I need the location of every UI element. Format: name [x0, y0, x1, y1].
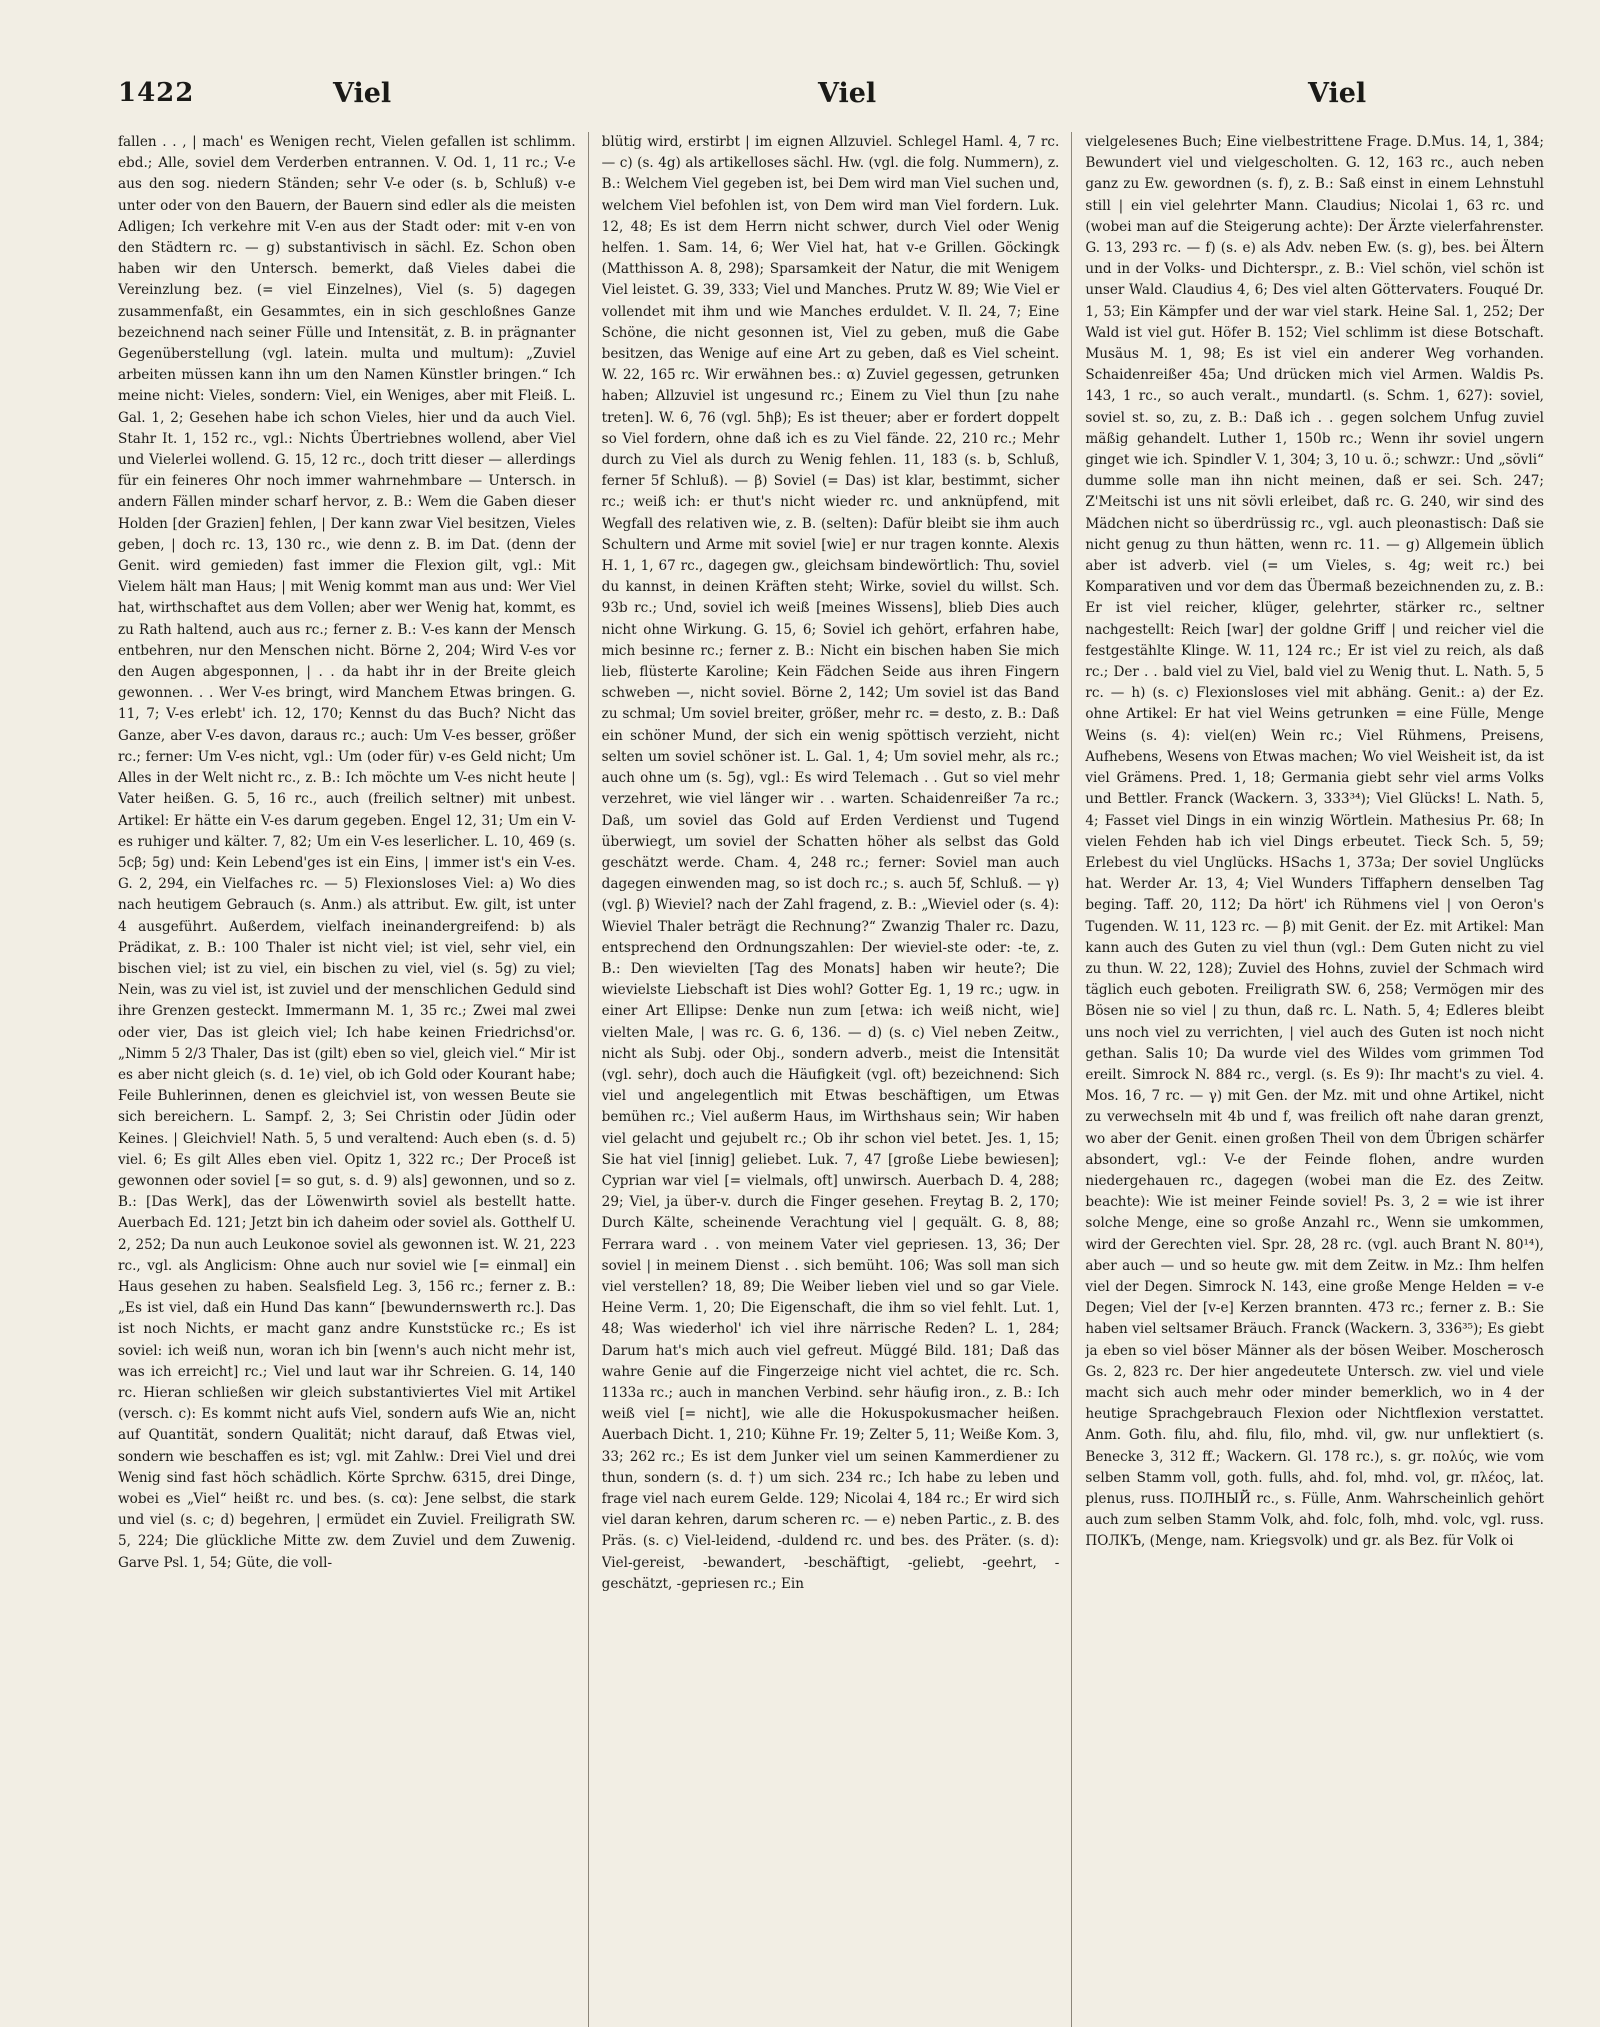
running-head-right: Viel — [1308, 78, 1367, 109]
column-1 — [118, 132, 589, 2027]
page-number: 1422 — [118, 78, 195, 108]
running-head-left: Viel — [333, 78, 392, 109]
column-2 — [602, 132, 1073, 2027]
column-2-text: blütig wird, erstirbt | im eignen Allzuviel. Schlegel Haml. 4, 7 rc. — c) (s. 4g) als artikelloses sächl. Hw. (vgl. die folg. Nummern), z. B.: Welchem Viel gegeben ist, bei Dem wird man Viel suchen und, welchem Viel befohlen ist, von Dem wird man Viel fordern. Luk. 12, 48; Es ist dem Herrn nicht schwer, durch Viel oder Wenig helfen. 1. Sam. 14, 6; Wer Viel hat, hat v-e Grillen. Göckingk (Matthisson A. 8, 298); Sparsamkeit der Natur, die mit Wenigem Viel leistet. G. 39, 333; Viel und Manches. Prutz W. 89; Wie Viel er vollendet mit ihm und wie Manches erduldet. V. Il. 24, 7; Eine Schöne, die nicht gesonnen ist, Viel zu geben, muß die Gabe besitzen, das Wenige auf eine Art zu geben, daß es Viel scheint. W. 22, 165 rc. Wir erwähnen bes.: α) Zuviel gegessen, getrunken haben; Allzuviel ist ungesund rc.; Einem zu Viel thun [zu nahe treten]. W. 6, 76 (vgl. 5hβ); Es ist theuer; aber er fordert doppelt so Viel fordern, ohne daß ich es zu Viel fände. 22, 210 rc.; Mehr durch zu Viel als durch zu Wenig fehlen. 11, 183 (s. b, Schluß, ferner 5f Schluß). — β) Soviel (= Das) ist klar, bestimmt, sicher rc.; weiß ich: er thut's nicht wieder rc. und anknüpfend, mit Wegfall des relativen wie, z. B. (selten): Dafür bleibt sie ihm auch Schultern und Arme mit soviel [wie] er nur tragen konnte. Alexis H. 1, 1, 67 rc., dagegen gw., gleichsam bindewörtlich: Thu, soviel du kannst, in deinen Kräften steht; Wirke, soviel du willst. Sch. 93b rc.; Und, soviel ich weiß [meines Wissens], blieb Dies auch nicht ohne Wirkung. G. 15, 6; Soviel ich gehört, erfahren habe, mich besinne rc.; ferner z. B.: Nicht ein bischen haben Sie mich lieb, flüsterte Karoline; Kein Fädchen Seide aus ihren Fingern schweben —, nicht soviel. Börne 2, 142; Um soviel ist das Band zu schmal; Um soviel breiter, größer, mehr rc. = desto, z. B.: Daß ein schöner Mund, der sich ein wenig spöttisch verzieht, nicht selten um soviel schöner ist. L. Gal. 1, 4; Um soviel mehr, als rc.; auch ohne um (s. 5g), vgl.: Es wird Telemach . . Gut so viel mehr verzehret, wie viel länger wir . . warten. Schaidenreißer 7a rc.; Daß, um soviel das Gold auf Erden Verdienst und Tugend überwiegt, um soviel der Schatten höher als selbst das Gold geschätzt werde. Cham. 4, 248 rc.; ferner: Soviel man auch dagegen einwenden mag, so ist doch rc.; s. auch 5f, Schluß. — γ) (vgl. β) Wieviel? nach der Zahl fragend, z. B.: „Wieviel oder (s. 4): Wieviel Thaler beträgt die Rechnung?“ Zwanzig Thaler rc. Dazu, entsprechend den Ordnungszahlen: Der wieviel-ste oder: -te, z. B.: Den wievielten [Tag des Monats] haben wir heute?; Die wievielste Liebschaft ist Dies wohl? Gotter Eg. 1, 19 rc.; ugw. in einer Art Ellipse: Denke nun zum [etwa: ich weiß nicht, wie] vielten Male, | was rc. G. 6, 136. — d) (s. c) Viel neben Zeitw., nicht als Subj. oder Obj., sondern adverb., meist die Intensität (vgl. sehr), doch auch die Häufigkeit (vgl. oft) bezeichnend: Sich viel und angelegentlich mit Etwas beschäftigen, um Etwas bemühen rc.; Viel außerm Haus, im Wirthshaus sein; Wir haben viel gelacht und gejubelt rc.; Ob ihr schon viel betet. Jes. 1, 15; Sie hat viel [innig] geliebet. Luk. 7, 47 [große Liebe bewiesen]; Cyprian war viel [= vielmals, oft] unwirsch. Auerbach D. 4, 288; 29; Viel, ja über-v. durch die Finger gesehen. Freytag B. 2, 170; Durch Kälte, scheinende Verachtung viel | gequält. G. 8, 88; Ferrara ward . . von meinem Vater viel gepriesen. 13, 36; Der soviel | in meinem Dienst . . sich bemüht. 106; Was soll man sich viel verstellen? 18, 89; Die Weiber lieben viel und so gar Viele. Heine Verm. 1, 20; Die Eigenschaft, die ihm so viel fehlt. Lut. 1, 48; Was wiederhol' ich viel ihre närrische Reden? L. 1, 284; Darum hat's mich auch viel gefreut. Müggé Bild. 181; Daß das wahre Genie auf die Fingerzeige nicht viel achtet, die rc. Sch. 1133a rc.; auch in manchen Verbind. sehr häufig iron., z. B.: Ich weiß viel [= nicht], wie alle die Hokuspokusmacher heißen. Auerbach Dicht. 1, 210; Kühne Fr. 19; Zelter 5, 11; Weiße Kom. 3, 33; 262 rc.; Es ist dem Junker viel um seinen Kammerdiener zu thun, sondern (s. d. †) um sich. 234 rc.; Ich habe zu leben und frage viel nach eurem Gelde. 129; Nicolai 4, 184 rc.; Er wird sich viel daran kehren, darum scheren rc. — e) neben Partic., z. B. des Präs. (s. c) Viel-leidend, -duldend rc. und bes. des Präter. (s. d): Viel-gereist, -bewandert, -beschäftigt, -geliebt, -geehrt, -geschätzt, -gepriesen rc.; Ein — [601, 134, 1060, 1592]
column-3 — [1085, 132, 1556, 2027]
column-1-text: fallen . . , | mach' es Wenigen recht, Vielen gefallen ist schlimm. ebd.; Alle, soviel dem Verderben entrannen. V. Od. 1, 11 rc.; V-e aus den sog. niedern Ständen; sehr V-e oder (s. b, Schluß) v-e unter oder von den Bauern, der Bauern sind edler als die meisten Adligen; Ich verkehre mit V-en aus der Stadt oder: mit v-en von den Städtern rc. — g) substantivisch in sächl. Ez. Schon oben haben wir den Untersch. bemerkt, daß Vieles dabei die Vereinzlung bez. (= viel Einzelnes), Viel (s. 5) dagegen zusammenfaßt, ein Gesammtes, ein in sich geschloßnes Ganze bezeichnend nach seiner Fülle und Intensität, z. B. in prägnanter Gegenüberstellung (vgl. latein. multa und multum): „Zuviel arbeiten müssen kann ihn um den Namen Künstler bringen.“ Ich meine nicht: Vieles, sondern: Viel, ein Weniges, aber mit Fleiß. L. Gal. 1, 2; Gesehen habe ich schon Vieles, hier und da auch Viel. Stahr It. 1, 152 rc., vgl.: Nichts Übertriebnes wollend, aber Viel und Vielerlei wollend. G. 15, 12 rc., doch tritt dieser — allerdings für ein feineres Ohr noch immer wahrnehmbare — Untersch. in andern Fällen minder scharf hervor, z. B.: Wem die Gaben dieser Holden [der Grazien] fehlen, | Der kann zwar Viel besitzen, Vieles geben, | doch rc. 13, 130 rc., wie denn z. B. im Dat. (denn der Genit. wird gemieden) fast immer die Flexion gilt, vgl.: Mit Vielem hält man Haus; | mit Wenig kommt man aus und: Wer Viel hat, wirthschaftet aus dem Vollen; aber wer Wenig hat, kommt, es zu Rath haltend, auch aus rc.; ferner z. B.: V-es kann der Mensch entbehren, nur den Menschen nicht. Börne 2, 204; Wird V-es vor den Augen abgesponnen, | . . da habt ihr in der Breite gleich gewonnen. . . Wer V-es bringt, wird Manchem Etwas bringen. G. 11, 7; V-es erlebt' ich. 12, 170; Kennst du das Buch? Nicht das Ganze, aber V-es davon, daraus rc.; auch: Um V-es besser, größer rc.; ferner: Um V-es nicht, vgl.: Um (oder für) v-es Geld nicht; Um Alles in der Welt nicht rc., z. B.: Ich möchte um V-es nicht heute | Vater heißen. G. 5, 16 rc., auch (freilich seltner) mit unbest. Artikel: Er hätte ein V-es darum gegeben. Engel 12, 31; Um ein V-es ruhiger und kälter. 7, 82; Um ein V-es leserlicher. L. 10, 469 (s. 5cβ; 5g) und: Kein Lebend'ges ist ein Eins, | immer ist's ein V-es. G. 2, 294, ein Vielfaches rc. — 5) Flexionsloses Viel: a) Wo dies nach heutigem Gebrauch (s. Anm.) als attribut. Ew. gilt, ist unter 4 ausgeführt. Außerdem, vielfach ineinandergreifend: b) als Prädikat, z. B.: 100 Thaler ist nicht viel; ist viel, sehr viel, ein bischen viel; ist zu viel, ein bischen zu viel, viel (s. 5g) zu viel; Nein, was zu viel ist, ist zuviel und der menschlichen Geduld sind ihre Grenzen gesteckt. Immermann M. 1, 35 rc.; Zwei mal zwei oder vier, Das ist gleich viel; Ich habe keinen Friedrichsd'or. „Nimm 5 2/3 Thaler, Das ist (gilt) eben so viel, gleich viel.“ Mir ist es aber nicht gleich (s. d. 1e) viel, ob ich Gold oder Kourant habe; Feile Buhlerinnen, denen es gleichviel ist, von wessen Beute sie sich bereichern. L. Sampf. 2, 3; Sei Christin oder Jüdin oder Keines. | Gleichviel! Nath. 5, 5 und veraltend: Auch eben (s. d. 5) viel. 6; Es gilt Alles eben viel. Opitz 1, 322 rc.; Der Proceß ist gewonnen oder soviel [= so gut, s. d. 9) als] gewonnen, und so z. B.: [Das Werk], das der Löwenwirth soviel als bestellt hatte. Auerbach Ed. 121; Jetzt bin ich daheim oder soviel als. Gotthelf U. 2, 252; Da nun auch Leukonoe soviel als gewonnen ist. W. 21, 223 rc., vgl. als Anglicism: Ohne auch nur soviel wie [= einmal] ein Haus gesehen zu haben. Sealsfield Leg. 3, 156 rc.; ferner z. B.: „Es ist viel, daß ein Hund Das kann“ [bewundernswerth rc.]. Das ist noch Nichts, er macht ganz andre Kunststücke rc.; Es ist soviel: ich weiß nun, woran ich bin [wenn's auch nicht mehr ist, was ich erreicht] rc.; Viel und laut war ihr Schreien. G. 14, 140 rc. Hieran schließen wir gleich substantiviertes Viel mit Artikel (versch. c): Es kommt nicht aufs Viel, sondern aufs Wie an, nicht auf Quantität, sondern Qualität; nicht darauf, daß Etwas viel, sondern wie beschaffen es ist; vgl. mit Zahlw.: Drei Viel und drei Wenig sind fast höch schädlich. Körte Sprchw. 6315, drei Dinge, wobei es „Viel“ heißt rc. und bes. (s. cα): Jene selbst, die stark und viel (s. c; d) begehren, | ermüdet ein Zuviel. Freiligrath SW. 5, 224; Die glückliche Mitte zw. dem Zuviel und dem Zuwenig. Garve Psl. 1, 54; Güte, die voll- — [118, 134, 576, 1571]
running-head-center: Viel — [818, 78, 877, 109]
column-3-text: vielgelesenes Buch; Eine vielbestrittene Frage. D.Mus. 14, 1, 384; Bewundert viel und vielgescholten. G. 12, 163 rc., auch neben ganz zu Ew. gewordnen (s. f), z. B.: Saß einst in einem Lehnstuhl still | ein viel gelehrter Mann. Claudius; Nicolai 1, 63 rc. und (wobei man auf die Steigerung achte): Der Ärzte vielerfahrenster. G. 13, 293 rc. — f) (s. e) als Adv. neben Ew. (s. g), bes. bei Ältern und in der Volks- und Dichterspr., z. B.: Viel schön, viel schön ist unser Wald. Claudius 4, 6; Des viel alten Göttervaters. Fouqué Dr. 1, 53; Ein Kämpfer und der war viel stark. Heine Sal. 1, 252; Der Wald ist viel gut. Höfer B. 152; Viel schlimm ist diese Botschaft. Musäus M. 1, 98; Es ist viel ein anderer Weg vorhanden. Schaidenreißer 45a; Und drücken mich viel Armen. Waldis Ps. 143, 1 rc., so auch veralt., mundartl. (s. Schm. 1, 627): soviel, soviel st. so, zu, z. B.: Daß ich . . gegen solchem Unfug zuviel mäßig gehandelt. Luther 1, 150b rc.; Wenn ihr soviel ungern ginget wie ich. Spindler V. 1, 304; 3, 10 u. ö.; schwzr.: Und „sövli“ dumme solle man ihn nicht meinen, daß er sei. Sch. 247; Z'Meitschi ist uns nit sövli erleibet, daß rc. G. 240, wir sind des Mädchen nicht so überdrüssig rc., vgl. auch pleonastisch: Daß sie nicht genug zu thun hätten, wenn rc. 11. — g) Allgemein üblich aber ist adverb. viel (= um Vieles, s. 4g; weit rc.) bei Komparativen und vor dem das Übermaß bezeichnenden zu, z. B.: Er ist viel reicher, klüger, gelehrter, stärker rc., seltner nachgestellt: Reich [war] der goldne Griff | und reicher viel die festgestählte Klinge. W. 11, 124 rc.; Er ist viel zu reich, als daß rc.; Der . . bald viel zu Viel, bald viel zu Wenig thut. L. Nath. 5, 5 rc. — h) (s. c) Flexionsloses viel mit abhäng. Genit.: a) der Ez. ohne Artikel: Er hat viel Weins getrunken = eine Fülle, Menge Weins (s. 4): viel(en) Wein rc.; Viel Rühmens, Preisens, Aufhebens, Wesens von Etwas machen; Wo viel Weisheit ist, da ist viel Grämens. Pred. 1, 18; Germania giebt sehr viel arms Volks und Bettler. Franck (Wackern. 3, 333³⁴); Viel Glücks! L. Nath. 5, 4; Fasset viel Dings in ein winzig Wörtlein. Mathesius Pr. 68; In vielen Fehden hab ich viel Dings erbeutet. Tieck Sch. 5, 59; Erlebest du viel Unglücks. HSachs 1, 373a; Der soviel Unglücks hat. Werder Ar. 13, 4; Viel Wunders Tiffaphern denselben Tag beging. Taff. 20, 112; Da hört' ich Rühmens viel | von Oeron's Tugenden. W. 11, 123 rc. — β) mit Genit. der Ez. mit Artikel: Man kann auch des Guten zu viel thun (vgl.: Dem Guten nicht zu viel zu thun. W. 22, 128); Zuviel des Hohns, zuviel der Schmach wird täglich euch geboten. Freiligrath SW. 6, 258; Vermögen mir des Bösen nie so viel | zu thun, daß rc. L. Nath. 5, 4; Edleres bleibt uns noch viel zu verrichten, | viel auch des Guten ist noch nicht gethan. Salis 10; Da wurde viel des Wildes vom grimmen Tod ereilt. Simrock N. 884 rc., vergl. (s. Es 9): Ihr macht's zu viel. 4. Mos. 16, 7 rc. — γ) mit Gen. der Mz. mit und ohne Artikel, nicht zu verwechseln mit 4b und f, was freilich oft nahe daran grenzt, wo aber der Genit. einen großen Theil von dem Übrigen schärfer absondert, vgl.: V-e der Feinde flohen, andre wurden niedergehauen rc., dagegen (wobei man die Ez. des Zeitw. beachte): Wie ist meiner Feinde soviel! Ps. 3, 2 = wie ist ihrer solche Menge, eine so große Anzahl rc., Wenn sie umkommen, wird der Gerechten viel. Spr. 28, 28 rc. (vgl. auch Brant N. 80¹⁴), aber auch — und so heute gw. mit dem Zeitw. in Mz.: Ihm helfen viel der Degen. Simrock N. 143, eine große Menge Helden = v-e Degen; Viel der [v-e] Kerzen brannten. 473 rc.; ferner z. B.: Sie haben viel seltsamer Bräuch. Franck (Wackern. 3, 336³⁵); Es giebt ja eben so viel böser Männer als der bösen Weiber. Moscherosch Gs. 2, 823 rc. Der hier angedeutete Untersch. zw. viel und viele macht sich auch mehr oder minder bemerklich, wo in 4 der heutige Sprachgebrauch Flexion oder Nichtflexion verstattet. Anm. Goth. filu, ahd. filu, filo, mhd. vil, gw. nur unflektiert (s. Benecke 3, 312 ff.; Wackern. Gl. 178 rc.), s. gr. πολύς, wie vom selben Stamm voll, goth. fulls, ahd. fol, mhd. vol, gr. πλέος, lat. plenus, russ. ПОЛНЫЙ rc., s. Fülle, Anm. Wahrscheinlich gehört auch zum selben Stamm Volk, ahd. folc, folh, mhd. volc, vgl. russ. ПОЛКЪ, (Menge, nam. Kriegsvolk) und gr. als Bez. für Volk oi — [1085, 134, 1544, 1550]
page-header — [118, 78, 1556, 122]
text-columns — [118, 132, 1556, 2027]
